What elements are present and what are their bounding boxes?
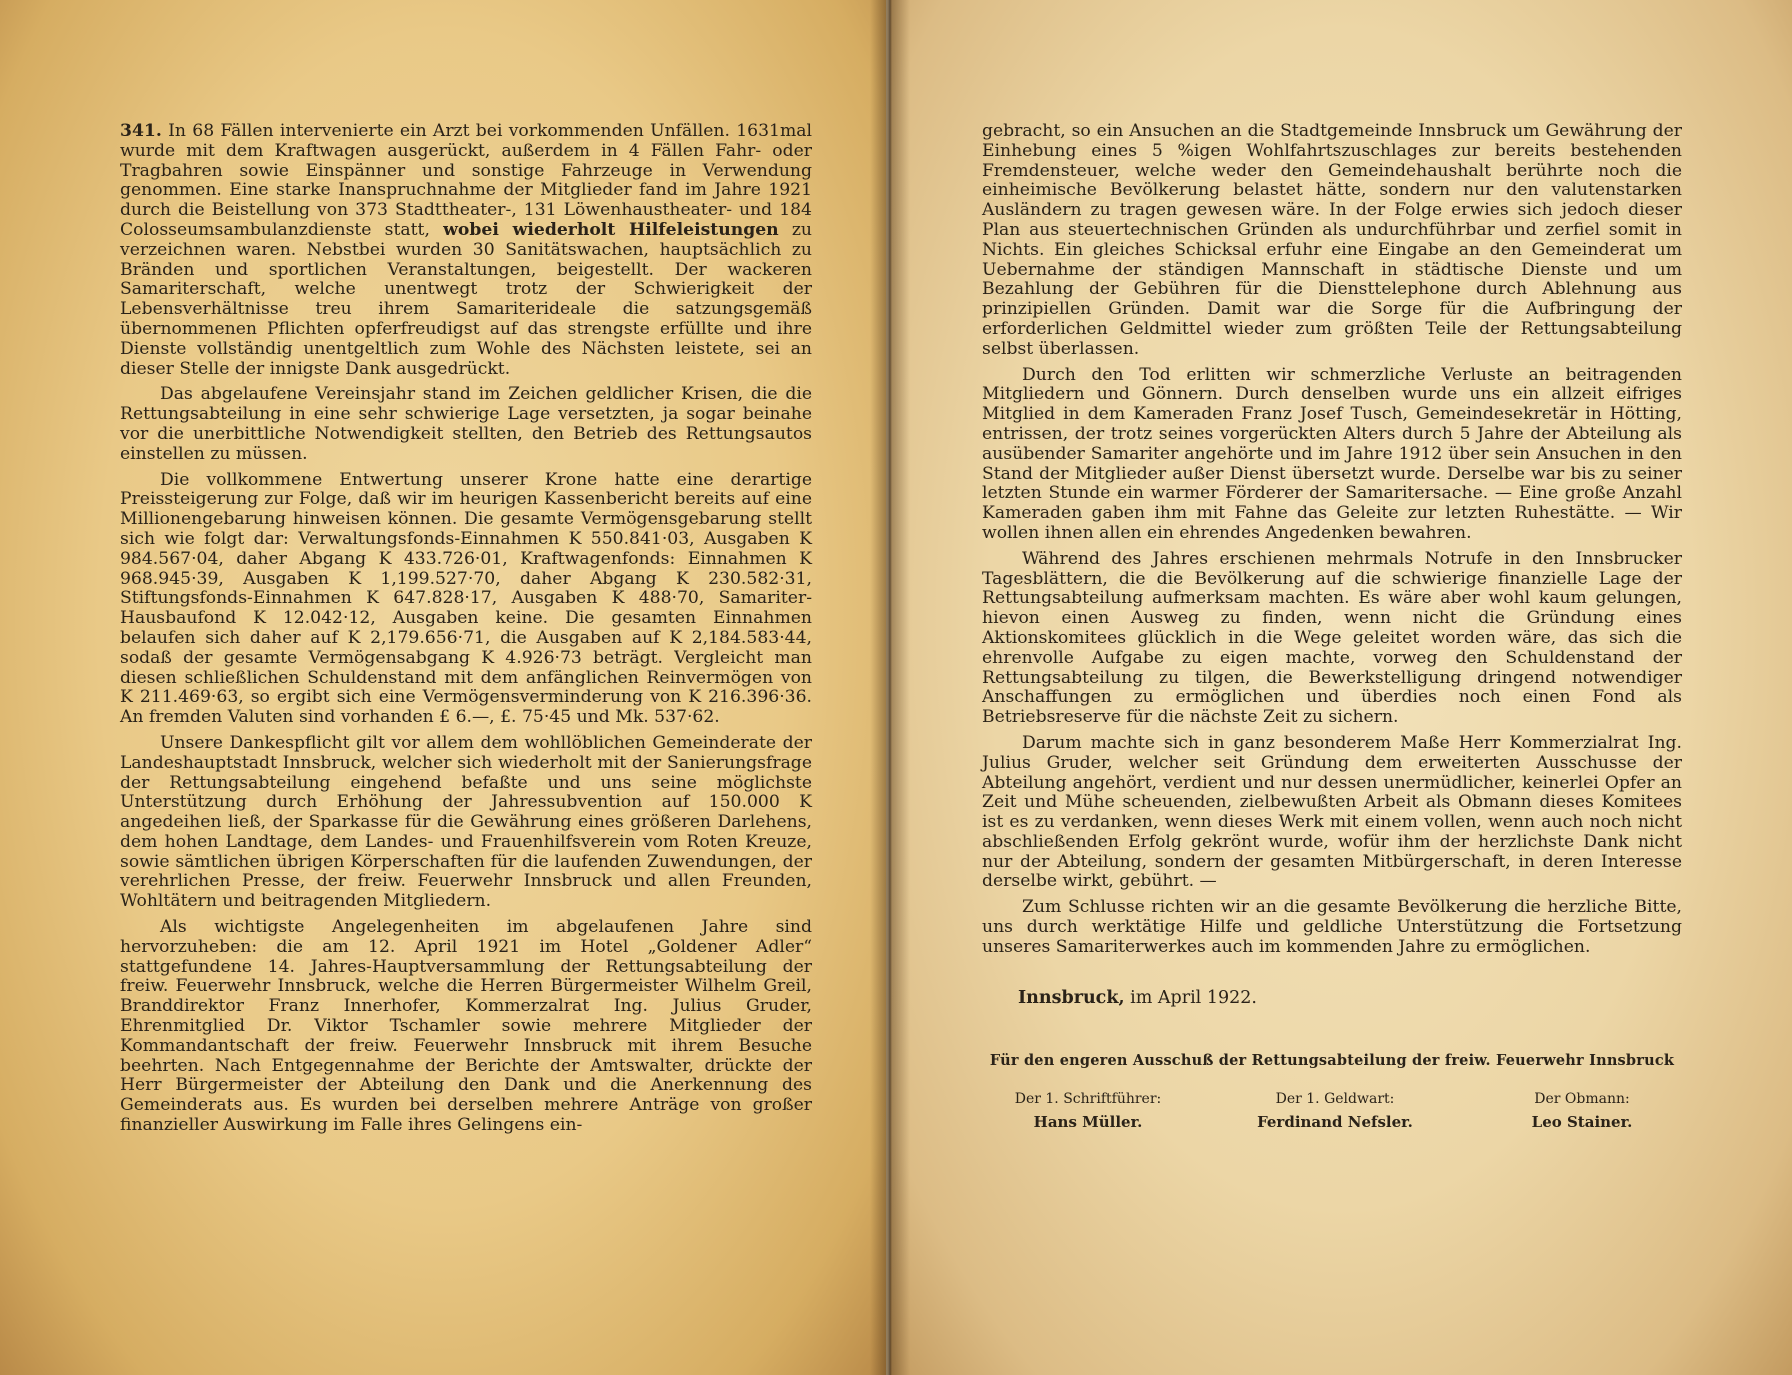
signature-chairman xyxy=(1482,1091,1682,1131)
signature-name: Ferdinand Nefsler. xyxy=(1257,1112,1413,1131)
paragraph: Das abgelaufene Vereinsjahr stand im Zeichen geldlicher Krisen, die die Rettungsabteilung in eine sehr schwierige Lage versetzten, ja sogar beinahe vor die unerbittliche Notwendigkeit stellten, den Betrieb des Rettungsautos einstellen zu müssen. xyxy=(120,384,812,464)
paragraph-text: In 68 Fällen intervenierte ein Arzt bei vorkommenden Unfällen. 1631mal wurde mit dem Kraftwagen ausgerückt, außerdem in 4 Fällen Fahr- oder Tragbahren sowie Einspänner und sonstige Fahrzeuge in Verwendung genommen. Eine starke Inanspruchnahme der Mitglieder fand im Jahre 1921 durch die Beistellung von 373 Stadttheater-, 131 Löwenhaustheater- und 184 Colosseumsambulanzdienste statt, xyxy=(120,121,812,240)
paragraph: Während des Jahres erschienen mehrmals Notrufe in den Innsbrucker Tagesblättern, die die Bevölkerung auf die schwierige finanzielle Lage der Rettungsabteilung aufmerksam machten. Es wäre aber wohl kaum gelungen, hievon einen Ausweg zu finden, wenn nicht die Gründung eines Aktionskomitees glücklich in die Wege geleitet worden wäre, das sich die ehrenvolle Aufgabe zu eigen machte, vorweg den Schuldenstand der Rettungsabteilung zu tilgen, die Bewerkstelligung dringend notwendiger Anschaffungen zu ermöglichen und überdies noch einen Fond als Betriebsreserve für die nächste Zeit zu sichern. xyxy=(982,548,1682,728)
paragraph: Darum machte sich in ganz besonderem Maße Herr Kommerzialrat Ing. Julius Gruder, welcher seit Gründung dem erweiterten Ausschusse der Abteilung angehört, verdient und nur dessen unermüdlicher, keinerlei Opfer an Zeit und Mühe scheuenden, zielbewußten Arbeit als Obmann dieses Komitees ist es zu verdanken, wenn dieses Werk mit einem vollen, wenn auch noch nicht abschließenden Erfolg gekrönt wurde, wofür ihm der herzlichste Dank nicht nur der Abteilung, sondern der gesamten Mitbürgerschaft, in deren Interesse derselbe wirkt, gebührt. — xyxy=(982,732,1682,892)
page-number: 341. xyxy=(120,121,162,141)
committee-line: Für den engeren Ausschuß der Rettungsabteilung der freiw. Feuerwehr Innsbruck xyxy=(989,1051,1675,1069)
paragraph: Durch den Tod erlitten wir schmerzliche Verluste an beitragenden Mitgliedern und Gönnern. Durch denselben wurde uns ein allzeit eifriges Mitglied in dem Kameraden Franz Josef Tusch, Gemeindesekretär in Hötting, entrissen, der trotz seines vorgerückten Alters durch 5 Jahre der Abteilung als ausübender Samariter angehörte und im Jahre 1912 über sein Ansuchen in den Stand der Mitglieder außer Dienst übersetzt wurde. Derselbe war bis zu seiner letzten Stunde ein warmer Förderer der Samaritersache. — Eine große Anzahl Kameraden gaben ihm mit Fahne das Geleite zur letzten Ruhestätte. — Wir wollen ihnen allen ein ehrendes Angedenken bewahren. xyxy=(982,364,1682,543)
signature-treasurer xyxy=(1235,1091,1435,1131)
date: im April 1922. xyxy=(1130,987,1257,1008)
page-gutter xyxy=(870,0,910,1375)
signature-name: Hans Müller. xyxy=(1033,1112,1143,1131)
signature-secretary xyxy=(988,1091,1188,1131)
paragraph: Unsere Dankespflicht gilt vor allem dem wohllöblichen Gemeinderate der Landeshauptstadt Innsbruck, welcher sich wiederholt mit der Sanierungsfrage der Rettungsabteilung eingehend befaßte und uns seine möglichste Unterstützung durch Erhöhung der Jahressubvention auf 150.000 K angedeihen ließ, der Sparkasse für die Gewährung eines größeren Darlehens, dem hohen Landtage, dem Landes- und Frauenhilfsverein vom Roten Kreuze, sowie sämtlichen übrigen Körperschaften für die laufenden Zuwendungen, der verehrlichen Presse, der freiw. Feuerwehr Innsbruck und allen Freunden, Wohltätern und beitragenden Mitgliedern. xyxy=(120,732,812,912)
paragraph-text: zu verzeichnen waren. Nebstbei wurden 30 Sanitätswachen, hauptsächlich zu Bränden und sportlichen Veranstaltungen, beigestellt. Der wackeren Samariterschaft, welche unentwegt trotz der Schwierigkeit der Lebensverhältnisse treu ihrem Samariterideale die satzungsgemäß übernommenen Pflichten opferfreudigst auf das strengste erfüllte und ihre Dienste vollständig unentgeltlich zum Wohle des Nächsten leistete, sei an dieser Stelle der innigste Dank ausgedrückt. xyxy=(120,219,812,379)
right-page xyxy=(890,0,1792,1375)
paragraph xyxy=(120,122,812,379)
paragraph: Zum Schlusse richten wir an die gesamte Bevölkerung die herzliche Bitte, uns durch werktätige Hilfe und geldliche Unterstützung die Fortsetzung unseres Samariterwerkes auch im kommenden Jahre zu ermöglichen. xyxy=(982,897,1682,957)
signature-role: Der 1. Geldwart: xyxy=(1275,1090,1395,1107)
paragraph: Die vollkommene Entwertung unserer Krone hatte eine derartige Preissteigerung zur Folge, daß wir im heurigen Kassenbericht bereits auf eine Millionengebarung hinweisen können. Die gesamte Vermögensgebarung stellt sich wie folgt dar: Verwaltungsfonds-Einnahmen K 550.841·03, Ausgaben K 984.567·04, daher Abgang K 433.726·01, Kraftwagenfonds: Einnahmen K 968.945·39, Ausgaben K 1,199.527·70, daher Abgang K 230.582·31, Stiftungsfonds-Einnahmen K 647.828·17, Ausgaben K 488·70, Samariter-Hausbaufond K 12.042·12, Ausgaben keine. Die gesamten Einnahmen belaufen sich daher auf K 2,179.656·71, die Ausgaben auf K 2,184.583·44, sodaß der gesamte Vermögensabgang K 4.926·73 beträgt. Vergleicht man diesen schließlichen Schuldenstand mit dem anfänglichen Reinvermögen von K 211.469·63, so ergibt sich eine Vermögensverminderung von K 216.396·36. An fremden Valuten sind vorhanden £ 6.—, £. 75·45 und Mk. 537·62. xyxy=(120,469,812,728)
paragraph: gebracht, so ein Ansuchen an die Stadtgemeinde Innsbruck um Gewährung der Einhebung eines 5 %igen Wohlfahrtszuschlages zur bereits bestehenden Fremdensteuer, welche weder den Gemeindehaushalt berührte noch die einheimische Bevölkerung belastet hätte, sondern nur den valutenstarken Ausländern zu tragen gewesen wäre. In der Folge erwies sich jedoch dieser Plan aus steuertechnischen Gründen als undurchführbar und zerfiel somit in Nichts. Ein gleiches Schicksal erfuhr eine Eingabe an den Gemeinderat um Uebernahme der ständigen Mannschaft in städtische Dienste und um Bezahlung der Gebühren für die Diensttelephone durch Ablehnung aus prinzipiellen Gründen. Damit war die Sorge für die Aufbringung der erforderlichen Geldmittel wieder zum größten Teile der Rettungsabteilung selbst überlassen. xyxy=(982,121,1682,359)
bold-text: wobei wiederholt Hilfeleistungen xyxy=(443,219,779,240)
place-date xyxy=(1018,988,1682,1008)
signature-role: Der Obmann: xyxy=(1534,1090,1630,1107)
left-page xyxy=(0,0,886,1375)
signature-block xyxy=(982,1091,1682,1131)
signature-role: Der 1. Schriftführer: xyxy=(1014,1090,1162,1107)
signature-name: Leo Stainer. xyxy=(1531,1112,1633,1131)
place: Innsbruck, xyxy=(1018,987,1125,1008)
paragraph: Als wichtigste Angelegenheiten im abgelaufenen Jahre sind hervorzuheben: die am 12. April 1921 im Hotel „Goldener Adler“ stattgefundene 14. Jahres-Hauptversammlung der Rettungsabteilung der freiw. Feuerwehr Innsbruck, welche die Herren Bürgermeister Wilhelm Greil, Branddirektor Franz Innerhofer, Kommerzalrat Ing. Julius Gruder, Ehrenmitglied Dr. Viktor Tschamler sowie mehrere Mitglieder der Kommandantschaft der freiw. Feuerwehr Innsbruck mit ihrem Besuche beehrten. Nach Entgegennahme der Berichte der Amtswalter, drückte der Herr Bürgermeister der Abteilung den Dank und die Anerkennung des Gemeinderats aus. Es wurden bei derselben mehrere Anträge von großer finanzieller Auswirkung im Falle ihres Gelingens ein- xyxy=(120,917,812,1136)
